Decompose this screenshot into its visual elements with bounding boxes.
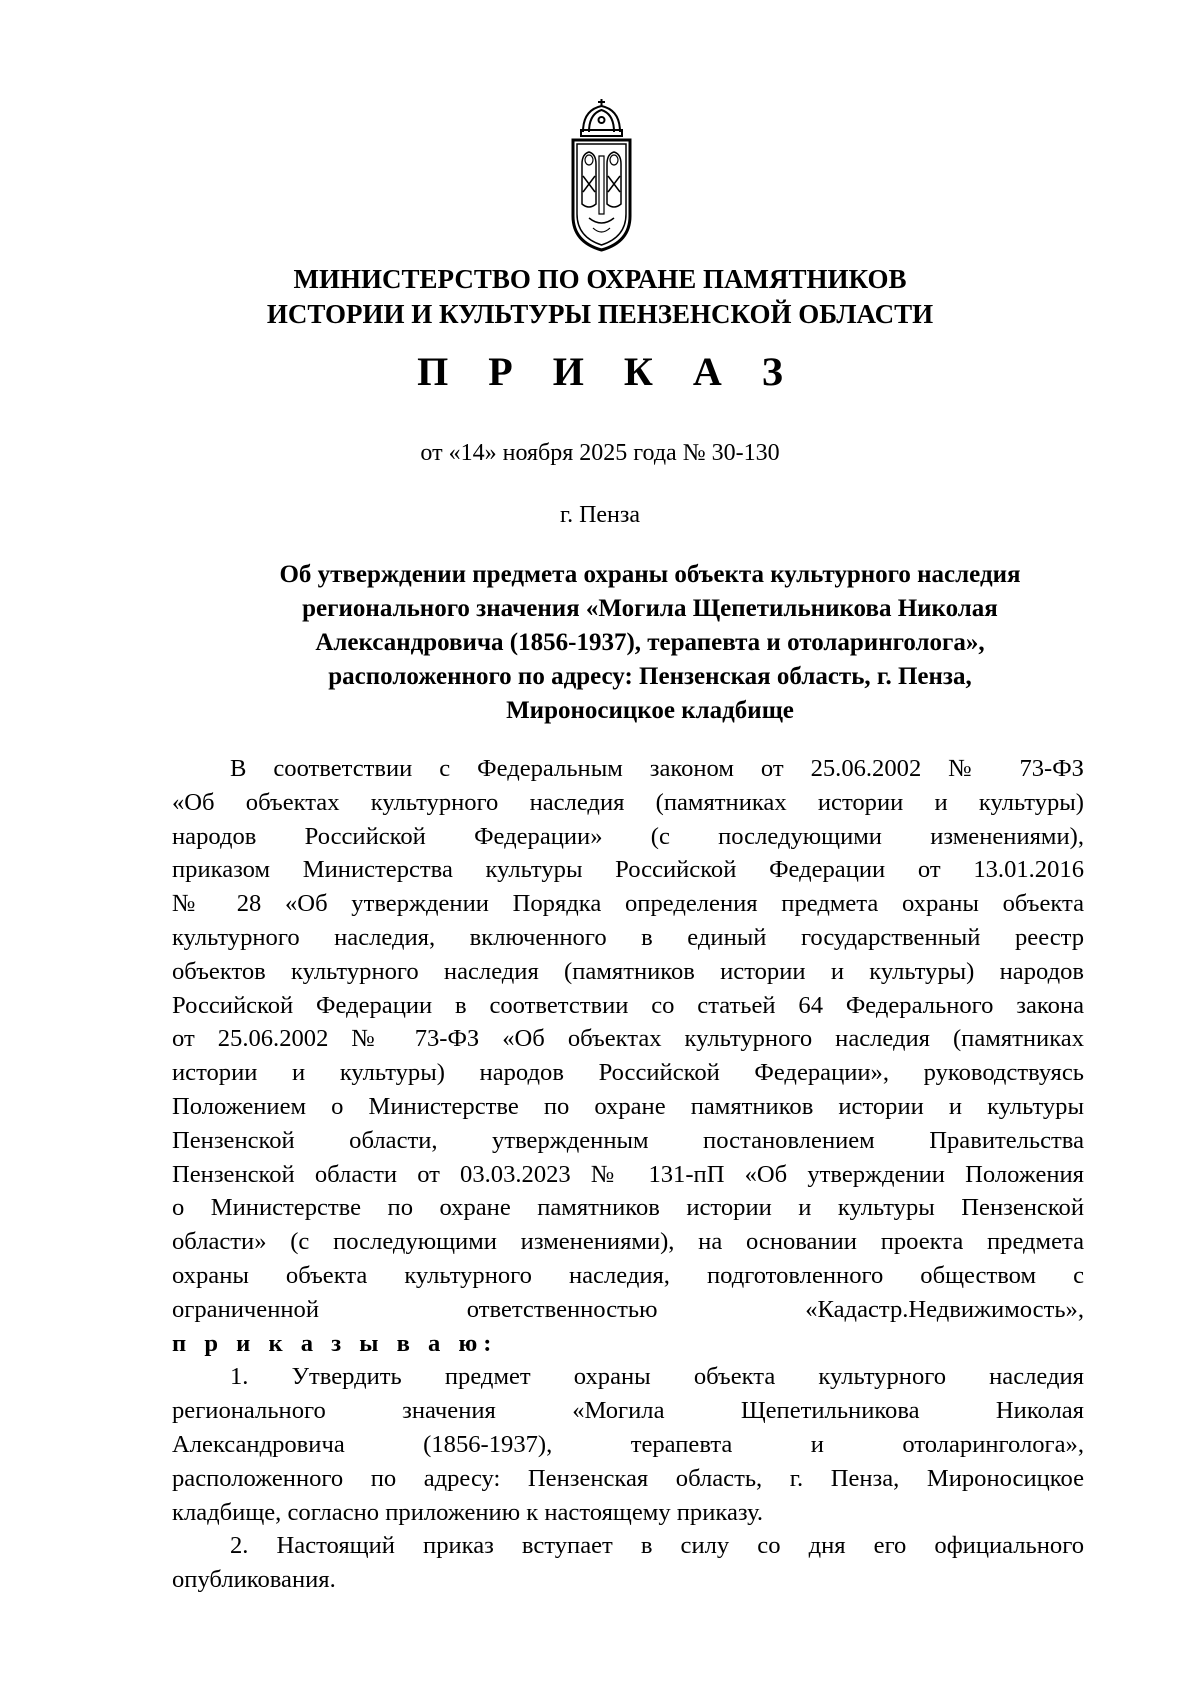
- subject-line: расположенного по адресу: Пензенская область, г. Пенза,: [328, 663, 972, 690]
- preamble-line: области» (с последующими изменениями), на основании проекта предмета: [172, 1228, 1084, 1256]
- item-2-line: опубликования.: [172, 1566, 336, 1594]
- subject-line: Об утверждении предмета охраны объекта культурного наследия: [279, 561, 1021, 588]
- preamble-line: о Министерстве по охране памятников истории и культуры Пензенской: [172, 1194, 1084, 1222]
- ministry-line: МИНИСТЕРСТВО ПО ОХРАНЕ ПАМЯТНИКОВ: [293, 264, 907, 294]
- coat-of-arms-emblem: [569, 96, 634, 252]
- shield-icon: [573, 140, 630, 250]
- document-city: г. Пенза: [559, 502, 641, 528]
- document-date-number: от «14» ноября 2025 года № 30-130: [420, 440, 780, 466]
- document-type-title: П Р И К А З: [417, 349, 798, 394]
- subject-line: Александровича (1856-1937), терапевта и отоларинголога»,: [315, 629, 985, 656]
- item-1-line: расположенного по адресу: Пензенская область, г. Пенза, Мироносицкое: [172, 1464, 1084, 1492]
- preamble-line: охраны объекта культурного наследия, подготовленного обществом с: [172, 1261, 1084, 1289]
- item-1-line: регионального значения «Могила Щепетильникова Николая: [172, 1397, 1084, 1425]
- document-subject: [212, 558, 1088, 728]
- item-1-line: кладбище, согласно приложению к настоящему приказу.: [172, 1498, 764, 1526]
- document-body: [172, 752, 1084, 1597]
- preamble-line: Пензенской области от 03.03.2023 № 131-пП «Об утверждении Положения: [172, 1160, 1084, 1188]
- preamble-line: истории и культуры) народов Российской Федерации», руководствуясь: [172, 1059, 1084, 1087]
- preamble-line: Пензенской области, утвержденным постановлением Правительства: [172, 1126, 1084, 1154]
- preamble-line: В соответствии с Федеральным законом от 25.06.2002 № 73-ФЗ: [230, 755, 1084, 782]
- ministry-name: [150, 262, 1050, 332]
- preamble-line: культурного наследия, включенного в единый государственный реестр: [172, 923, 1084, 951]
- subject-line: Мироносицкое кладбище: [506, 697, 794, 724]
- item-1-line: Александровича (1856-1937), терапевта и отоларинголога»,: [172, 1430, 1084, 1458]
- preamble-line: Российской Федерации в соответствии со статьей 64 Федерального закона: [172, 991, 1084, 1019]
- preamble-line: приказом Министерства культуры Российской Федерации от 13.01.2016: [172, 856, 1084, 884]
- preamble-line: от 25.06.2002 № 73-ФЗ «Об объектах культурного наследия (памятниках: [172, 1025, 1084, 1053]
- order-verb: п р и к а з ы в а ю:: [172, 1329, 498, 1357]
- preamble-line: «Об объектах культурного наследия (памятниках истории и культуры): [172, 788, 1084, 816]
- preamble-line: ограниченной ответственностью «Кадастр.Недвижимость»,: [172, 1295, 1084, 1323]
- subject-line: регионального значения «Могила Щепетильникова Николая: [302, 595, 998, 622]
- preamble-line: объектов культурного наследия (памятников истории и культуры) народов: [172, 957, 1084, 985]
- preamble-line: Положением о Министерстве по охране памятников истории и культуры: [172, 1092, 1084, 1120]
- ministry-line: ИСТОРИИ И КУЛЬТУРЫ ПЕНЗЕНСКОЙ ОБЛАСТИ: [266, 299, 934, 329]
- crown-icon: [581, 99, 622, 136]
- preamble-line: № 28 «Об утверждении Порядка определения предмета охраны объекта: [172, 890, 1084, 918]
- item-1-line: 1. Утвердить предмет охраны объекта культурного наследия: [230, 1363, 1084, 1391]
- item-2-line: 2. Настоящий приказ вступает в силу со дня его официального: [230, 1532, 1084, 1560]
- preamble-line: народов Российской Федерации» (с последующими изменениями),: [172, 822, 1084, 850]
